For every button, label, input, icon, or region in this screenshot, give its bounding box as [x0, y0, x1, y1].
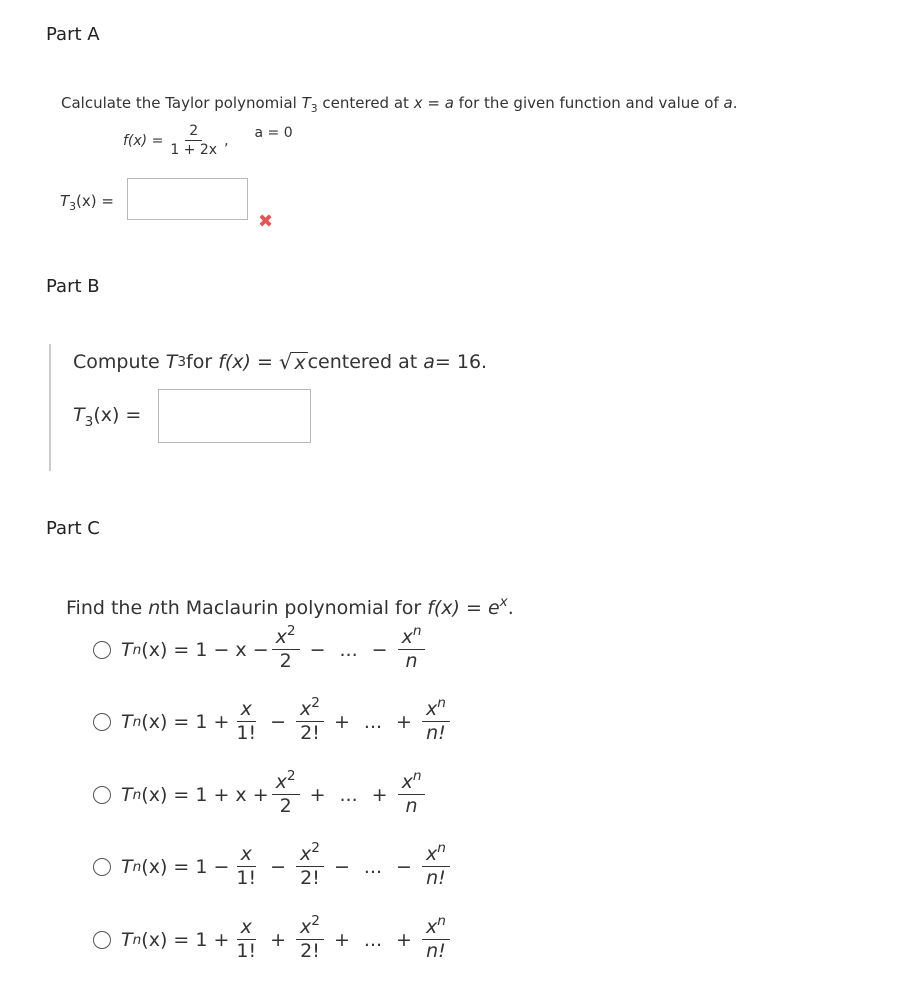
answer-option-1[interactable]: T n (x) = 1 − x − $\frac{x^2}{2}$ − ... − $\frac{x^n}{n}$: [93, 628, 428, 672]
part-a-function: f(x) = $\frac{2}{1 + 2x}$ , a = 0: [123, 123, 293, 158]
part-a-answer-input[interactable]: [127, 178, 248, 220]
part-b-answer-input[interactable]: [158, 389, 311, 443]
answer-option-2[interactable]: T n (x) = 1 + $\frac{x}{1!}$ − $\frac{x^2}{2!}$ + ... + $\frac{x^n}{n!}$: [93, 700, 453, 744]
answer-option-3[interactable]: T n (x) = 1 + x + $\frac{x^2}{2}$ + ... + $\frac{x^n}{n}$: [93, 773, 428, 817]
part-b-answer-label: $T_3(x)$ =: [73, 404, 142, 430]
radio-button[interactable]: [93, 713, 111, 731]
radio-button[interactable]: [93, 931, 111, 949]
part-c-question: Find the nth Maclaurin polynomial for $f(x) = e^x$.: [66, 593, 514, 619]
part-a-instruction: Calculate the Taylor polynomial $T_3$ centered at x = a for the given function and value of a.: [61, 94, 738, 115]
sqrt-symbol: √ x: [278, 350, 306, 375]
radio-button[interactable]: [93, 641, 111, 659]
part-b-title: Part B: [46, 276, 100, 297]
part-a-title: Part A: [46, 24, 100, 45]
incorrect-x-icon: ✖: [258, 211, 274, 232]
part-a-answer-label: $T_3(x)$ =: [60, 192, 114, 213]
radio-button[interactable]: [93, 786, 111, 804]
radio-button[interactable]: [93, 858, 111, 876]
answer-option-4[interactable]: T n (x) = 1 − $\frac{x}{1!}$ − $\frac{x^2}{2!}$ − ... − $\frac{x^n}{n!}$: [93, 845, 453, 889]
answer-option-5[interactable]: T n (x) = 1 + $\frac{x}{1!}$ + $\frac{x^2}{2!}$ + ... + $\frac{x^n}{n!}$: [93, 918, 453, 962]
part-b-question: Compute T 3 for f(x) = √ x centered at a = 16.: [73, 350, 488, 375]
part-b-left-bar: [49, 344, 51, 471]
part-c-title: Part C: [46, 518, 100, 539]
